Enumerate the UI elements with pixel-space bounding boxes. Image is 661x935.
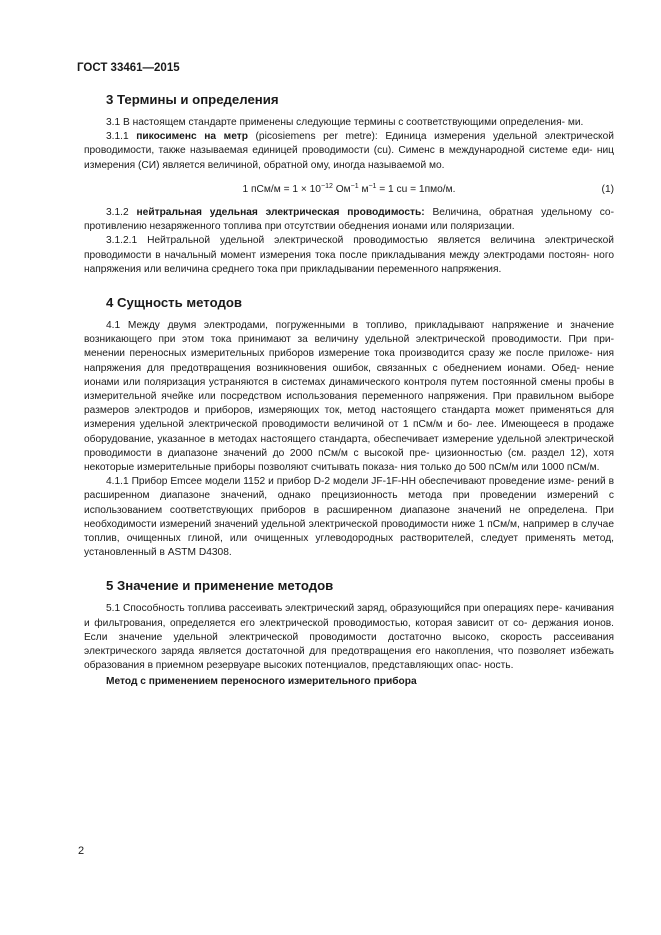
page-number: 2 bbox=[78, 845, 85, 857]
paragraph-5-1: 5.1 Способность топлива рассеивать электрический заряд, образующийся при операциях пере- качивания и фильтрования, определяется его электрической проводимостью, которая зависит от со- держания ионов. Если значение удельной электрической проводимости достаточно высоко, скорость рассеивания электрического заряда является достаточной для предотвращения его накопления, что позволяет избежать образования в приемном резервуаре высоких потенциалов, представляющих опас- ность. bbox=[84, 603, 614, 672]
definition-text: Величина, обратная удельному со- противлению незаряженного топлива при отсутствии обеднения ионами или поляризации. bbox=[84, 207, 614, 233]
formula-part: Ом bbox=[332, 183, 351, 195]
formula-exponent: −1 bbox=[368, 182, 377, 190]
section-3-title: 3 Термины и определения bbox=[106, 92, 279, 107]
formula-number: (1) bbox=[601, 183, 614, 195]
formula-body bbox=[84, 183, 590, 197]
formula-exponent: −1 bbox=[350, 182, 359, 190]
term-picosiemens: пикосименс на метр bbox=[136, 131, 248, 143]
formula-part: 1 пСм/м = 1 × 10 bbox=[242, 183, 321, 195]
paragraph-3-1-2 bbox=[84, 206, 614, 234]
paragraph-3-1: 3.1 В настоящем стандарте применены следующие термины с соответствующими определения- ми. bbox=[106, 117, 584, 128]
term-neutral-conductivity: нейтральная удельная электрическая проводимость: bbox=[136, 207, 425, 219]
clause-number: 3.1.1 bbox=[106, 131, 137, 143]
clause-number: 3.1.2 bbox=[106, 207, 137, 219]
formula-1 bbox=[84, 183, 614, 197]
document-body bbox=[84, 92, 614, 689]
paragraph-3-1-1 bbox=[84, 130, 614, 173]
section-4-title: 4 Сущность методов bbox=[106, 295, 243, 311]
formula-part: = 1 cu = 1пмо/м. bbox=[376, 183, 456, 195]
section-5-title: 5 Значение и применение методов bbox=[106, 578, 334, 594]
paragraph-3-1-2-1: 3.1.2.1 Нейтральной удельной электрической проводимостью является величина электрической проводимости в начальный момент измерения тока после прикладывания между электродами постоян- ного напряжения или величина среднего тока при прикладывании переменного напряжения. bbox=[84, 235, 614, 275]
subheading-portable-method: Метод с применением переносного измерительного прибора bbox=[106, 675, 417, 687]
document-header: ГОСТ 33461—2015 bbox=[77, 62, 180, 74]
formula-exponent: −12 bbox=[320, 182, 333, 190]
formula-part: м bbox=[358, 183, 369, 195]
definition-text: (picosiemens per metre): Единица измерения удельной электрической проводимости, также называемая единицей проводимости (cu). Сименс в международной системе еди- ниц измерения (СИ) является величиной, обратной ому, иногда называемой мо. bbox=[84, 131, 614, 171]
paragraph-4-1-1: 4.1.1 Прибор Emcee модели 1152 и прибор D-2 модели JF-1F-HH обеспечивают проведение изме- рений в расширенном диапазоне значений, однако прецизионность метода при проведении измерений с использованием соответствующих приборов в расширенном диапазоне значений не определена. При необходимости измерений значений удельной электрической проводимости ниже 1 пСм/м, например в случае топлив, очищенных глиной, или очищенных углеводородных растворителей, следует применять метод, установленный в ASTM D4308. bbox=[84, 476, 614, 559]
paragraph-4-1: 4.1 Между двумя электродами, погруженными в топливо, прикладывают напряжение и значение возникающего при этом тока принимают за величину удельной электрической проводимости. При при- менении переносных измерительных приборов измерение тока производится сразу же после приложе- ния напряжения для предотвращения возникновения ошибок, связанных с обеднением ионами. Обед- нение ионами или поляризация устраняются в системах динамического контроля путем постоянной смены пробы в измерительной ячейке или посредством использования переменного напряжения. При правильном выборе размеров электродов и приборов, измеряющих ток, метод настоящего стандарта может применяться для измерения удельной электрической проводимости величиной от 1 пСм/м и бо- лее. Имеющееся в продаже оборудование, указанное в методах настоящего стандарта, обеспечивает измерение удельной электрической проводимости в диапазоне значений до 2000 пСм/м с высокой пре- цизионностью (см. раздел 12), хотя некоторые измерительные приборы позволяют считывать показа- ния только до 500 пСм/м или 1000 пСм/м. bbox=[84, 320, 614, 474]
